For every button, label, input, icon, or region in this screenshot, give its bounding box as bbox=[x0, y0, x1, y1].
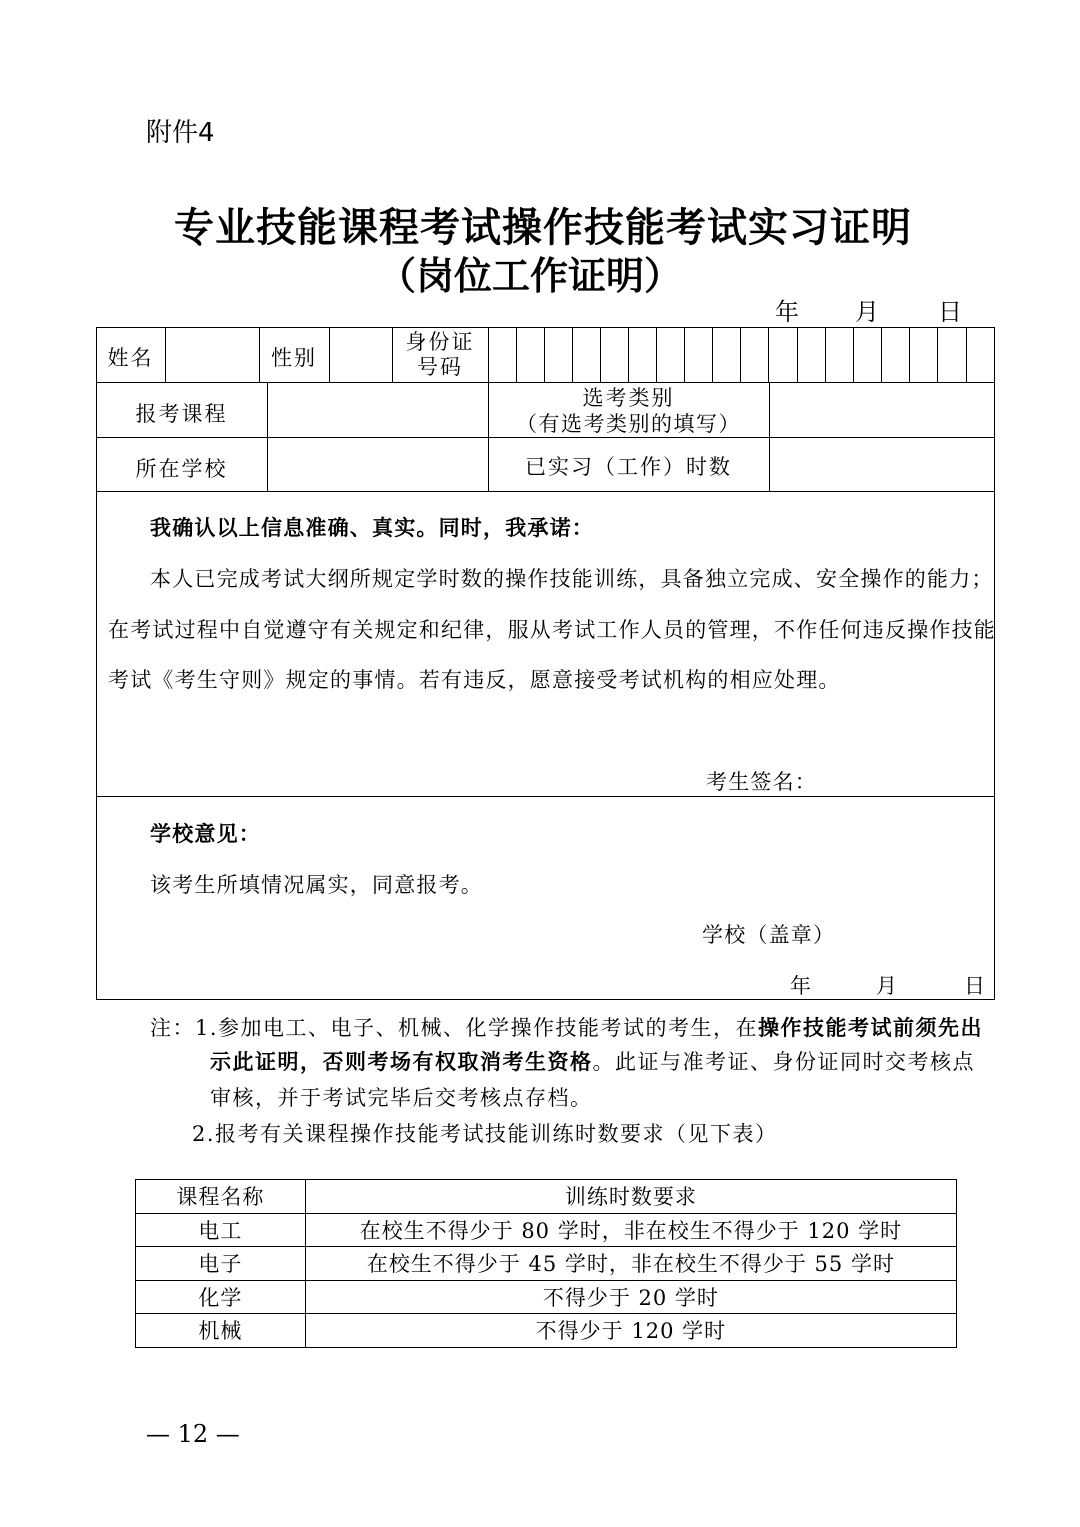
notes-line-2 bbox=[210, 1046, 975, 1076]
notes-line-4: 2.报考有关课程操作技能考试技能训练时数要求（见下表） bbox=[192, 1122, 778, 1146]
id-digit-divider bbox=[712, 327, 713, 382]
pledge-line-3: 考试《考生守则》规定的事情。若有违反，愿意接受考试机构的相应处理。 bbox=[108, 668, 841, 692]
form-border-right bbox=[994, 327, 995, 999]
name-label: 姓名 bbox=[107, 346, 154, 370]
id-digit-divider bbox=[909, 327, 910, 382]
id-digit-divider bbox=[600, 327, 601, 382]
hours-label: 已实习（工作）时数 bbox=[525, 455, 732, 479]
header-date-month: 月 bbox=[855, 298, 879, 326]
gender-label: 性别 bbox=[271, 346, 317, 370]
header-date-day: 日 bbox=[938, 298, 962, 326]
table-cell-course: 化学 bbox=[136, 1280, 306, 1314]
table-row bbox=[136, 1213, 957, 1247]
row23-divider bbox=[267, 382, 268, 491]
table-header-course: 课程名称 bbox=[136, 1180, 306, 1214]
school-opinion-text: 该考生所填情况属实，同意报考。 bbox=[150, 873, 483, 897]
school-label: 所在学校 bbox=[135, 457, 228, 481]
id-label-line2: 号码 bbox=[417, 355, 463, 379]
school-seal-label: 学校（盖章） bbox=[702, 923, 836, 947]
table-row bbox=[136, 1280, 957, 1314]
form-border-bottom bbox=[96, 999, 995, 1000]
id-digit-divider bbox=[656, 327, 657, 382]
id-digit-divider bbox=[797, 327, 798, 382]
id-digit-divider bbox=[684, 327, 685, 382]
id-digit-divider bbox=[853, 327, 854, 382]
id-digit-divider bbox=[628, 327, 629, 382]
form-row-divider-3 bbox=[96, 491, 995, 492]
category-label-line1: 选考类别 bbox=[582, 386, 675, 410]
table-cell-course: 机械 bbox=[136, 1314, 306, 1348]
signature-label: 考生签名： bbox=[706, 770, 817, 794]
table-header-hours: 训练时数要求 bbox=[305, 1180, 956, 1214]
pledge-line-2: 在考试过程中自觉遵守有关规定和纪律，服从考试工作人员的管理，不作任何违反操作技能 bbox=[108, 618, 996, 642]
category-field[interactable] bbox=[771, 384, 992, 435]
school-opinion-heading: 学校意见： bbox=[150, 821, 261, 846]
table-cell-hours: 不得少于 20 学时 bbox=[305, 1280, 956, 1314]
id-digit-divider bbox=[544, 327, 545, 382]
gender-field[interactable] bbox=[331, 329, 390, 380]
hours-field[interactable] bbox=[771, 439, 992, 489]
form-border-top bbox=[96, 327, 995, 328]
page-title: 专业技能课程考试操作技能考试实习证明 bbox=[174, 205, 912, 251]
school-date-day: 日 bbox=[964, 974, 987, 998]
page-number: — 12 — bbox=[146, 1420, 240, 1448]
signature-field[interactable] bbox=[810, 760, 980, 792]
table-cell-hours: 在校生不得少于 80 学时，非在校生不得少于 120 学时 bbox=[305, 1213, 956, 1247]
notes-line-1 bbox=[150, 1012, 983, 1042]
table-header-row bbox=[136, 1180, 957, 1214]
id-digit-divider bbox=[966, 327, 967, 382]
course-label: 报考课程 bbox=[135, 402, 228, 426]
id-digit-divider bbox=[740, 327, 741, 382]
note-1-bold-2: 示此证明，否则考场有权取消考生资格 bbox=[210, 1049, 593, 1074]
notes-line-3: 审核，并于考试完毕后交考核点存档。 bbox=[210, 1086, 593, 1110]
form-row-divider-2 bbox=[96, 437, 995, 438]
pledge-line-1: 本人已完成考试大纲所规定学时数的操作技能训练，具备独立完成、安全操作的能力； bbox=[150, 567, 994, 591]
header-date-year: 年 bbox=[775, 298, 799, 326]
table-cell-course: 电工 bbox=[136, 1213, 306, 1247]
notes-prefix: 注： bbox=[150, 1016, 195, 1040]
form-row-divider-4 bbox=[96, 796, 995, 797]
id-digit-divider bbox=[516, 327, 517, 382]
row1-divider bbox=[165, 327, 166, 382]
course-field[interactable] bbox=[269, 384, 486, 435]
row1-divider bbox=[488, 327, 489, 382]
table-row bbox=[136, 1247, 957, 1281]
id-digit-divider bbox=[572, 327, 573, 382]
id-digit-divider bbox=[825, 327, 826, 382]
note-1-bold-1: 操作技能考试前须先出 bbox=[758, 1015, 984, 1040]
row23-divider bbox=[769, 382, 770, 491]
id-number-label bbox=[392, 330, 488, 380]
school-date-month: 月 bbox=[876, 974, 899, 998]
id-digit-divider bbox=[881, 327, 882, 382]
school-field[interactable] bbox=[269, 439, 486, 489]
name-field[interactable] bbox=[167, 329, 257, 380]
note-1-part-1: 1.参加电工、电子、机械、化学操作技能考试的考生，在 bbox=[195, 1016, 759, 1040]
id-digit-divider bbox=[937, 327, 938, 382]
attachment-label: 附件4 bbox=[146, 118, 215, 148]
table-cell-hours: 在校生不得少于 45 学时，非在校生不得少于 55 学时 bbox=[305, 1247, 956, 1281]
table-cell-hours: 不得少于 120 学时 bbox=[305, 1314, 956, 1348]
category-label bbox=[488, 385, 769, 437]
category-label-line2: （有选考类别的填写） bbox=[516, 412, 741, 436]
note-1-part-2: 。此证与准考证、身份证同时交考核点 bbox=[592, 1050, 975, 1074]
table-row bbox=[136, 1314, 957, 1348]
id-label-line1: 身份证 bbox=[405, 330, 475, 354]
school-date-year: 年 bbox=[790, 974, 813, 998]
pledge-heading: 我确认以上信息准确、真实。同时，我承诺： bbox=[150, 515, 594, 540]
table-cell-course: 电子 bbox=[136, 1247, 306, 1281]
requirements-table bbox=[135, 1179, 957, 1348]
row1-divider bbox=[329, 327, 330, 382]
page-subtitle: （岗位工作证明） bbox=[377, 254, 682, 298]
id-digit-divider bbox=[768, 327, 769, 382]
form-row-divider-1 bbox=[96, 382, 995, 383]
